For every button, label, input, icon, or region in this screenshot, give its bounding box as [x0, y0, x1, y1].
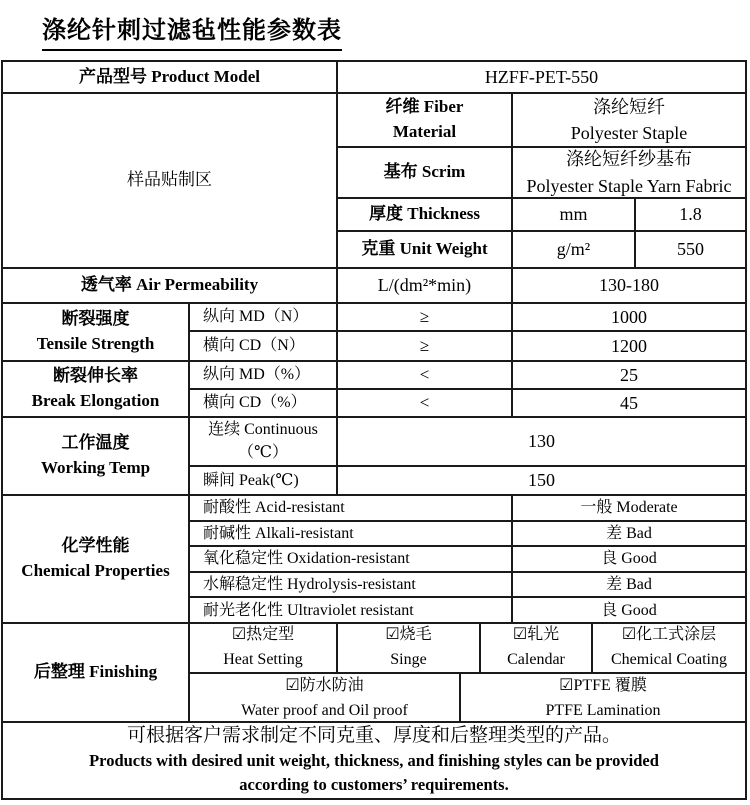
tensile-strength-rows	[190, 304, 745, 360]
finishing-option-calendar: ☑轧光 Calendar	[481, 624, 593, 672]
working-temp-rows	[190, 418, 745, 494]
hydrolysis-resistant-label: 水解稳定性 Hydrolysis-resistant	[190, 573, 513, 597]
oxidation-resistant-label: 氧化稳定性 Oxidation-resistant	[190, 547, 513, 571]
tensile-md-direction: 纵向 MD（N）	[190, 304, 338, 330]
checkbox-checked-icon: ☑	[512, 626, 528, 644]
elongation-cd-direction: 横向 CD（%）	[190, 390, 338, 416]
finishing-row-2	[190, 674, 745, 723]
chemical-rows	[190, 496, 745, 622]
checkbox-checked-icon: ☑	[231, 626, 247, 644]
tensile-cd-direction: 横向 CD（N）	[190, 332, 338, 360]
chemical-properties-label: 化学性能 Chemical Properties	[3, 496, 190, 622]
row-elongation-cd	[190, 390, 745, 416]
alkali-resistant-rating: 差 Bad	[606, 524, 652, 542]
unit-weight-label: 克重 Unit Weight	[338, 232, 513, 267]
finishing-option-waterproof: ☑防水防油 Water proof and Oil proof	[190, 674, 461, 723]
row-product-model	[3, 62, 745, 94]
row-alkali-resistant	[190, 522, 745, 548]
product-model-value: HZFF-PET-550	[484, 66, 599, 87]
hydrolysis-resistant-rating: 差 Bad	[606, 575, 652, 593]
elongation-md-value: 25	[620, 364, 638, 385]
checkbox-checked-icon: ☑	[285, 676, 300, 694]
tensile-strength-label: 断裂强度 Tensile Strength	[3, 304, 190, 360]
peak-temp-label: 瞬间 Peak(℃)	[190, 467, 338, 494]
break-elongation-label: 断裂伸长率 Break Elongation	[3, 362, 190, 416]
air-permeability-value: 130-180	[599, 275, 659, 296]
ultraviolet-resistant-rating: 良 Good	[601, 601, 657, 619]
sample-area-label: 样品贴制区	[3, 94, 338, 267]
row-continuous-temp	[190, 418, 745, 467]
acid-resistant-rating: 一般 Moderate	[580, 499, 678, 517]
finishing-option-ptfe-lamination: ☑PTFE 覆膜 PTFE Lamination	[545, 676, 661, 719]
thickness-label: 厚度 Thickness	[338, 199, 513, 230]
band-sample-area	[3, 94, 745, 269]
row-hydrolysis-resistant	[190, 573, 745, 599]
unit-weight-value: 550	[677, 239, 704, 260]
scrim-label: 基布 Scrim	[338, 148, 513, 197]
acid-resistant-label: 耐酸性 Acid-resistant	[190, 496, 513, 520]
fiber-material-label: 纤维 Fiber Material	[338, 94, 513, 146]
row-elongation-md	[190, 362, 745, 390]
oxidation-resistant-rating: 良 Good	[601, 550, 657, 568]
finishing-option-heat-setting: ☑热定型 Heat Setting	[190, 624, 338, 672]
row-thickness	[338, 199, 745, 232]
tensile-md-value: 1000	[611, 307, 647, 327]
thickness-unit: mm	[513, 199, 636, 230]
row-acid-resistant	[190, 496, 745, 522]
checkbox-checked-icon: ☑	[621, 626, 637, 644]
ultraviolet-resistant-label: 耐光老化性 Ultraviolet resistant	[190, 598, 513, 622]
checkbox-checked-icon: ☑	[385, 626, 400, 644]
band-finishing	[3, 624, 745, 723]
tensile-cd-value: 1200	[611, 336, 647, 356]
row-tensile-cd	[190, 332, 745, 360]
row-tensile-md	[190, 304, 745, 332]
unit-weight-unit: g/m²	[513, 232, 636, 267]
finishing-option-singe: ☑烧毛 Singe	[338, 624, 481, 672]
row-oxidation-resistant	[190, 547, 745, 573]
band-chemical-properties	[3, 496, 745, 624]
page-title: 涤纶针刺过滤毡性能参数表	[42, 10, 342, 51]
working-temp-label: 工作温度 Working Temp	[3, 418, 190, 494]
product-model-label: 产品型号 Product Model	[3, 62, 338, 92]
row-peak-temp	[190, 467, 745, 494]
peak-temp-value: 150	[528, 470, 555, 491]
band-note	[3, 723, 745, 798]
air-permeability-unit: L/(dm²*min)	[338, 269, 513, 302]
break-elongation-rows	[190, 362, 745, 416]
scrim-value: 涤纶短纤纱基布 Polyester Staple Yarn Fabric	[526, 149, 732, 196]
sample-area-rows	[338, 94, 745, 267]
continuous-temp-label: 连续 Continuous （℃）	[190, 418, 338, 465]
thickness-value: 1.8	[679, 204, 702, 225]
tensile-cd-comparator: ≥	[338, 332, 513, 360]
finishing-row-1	[190, 624, 745, 674]
elongation-md-comparator: <	[338, 362, 513, 388]
row-air-permeability	[3, 269, 745, 304]
tensile-md-comparator: ≥	[338, 304, 513, 330]
elongation-md-direction: 纵向 MD（%）	[190, 362, 338, 388]
note-line-en-2: according to customers’ requirements.	[239, 775, 509, 795]
fiber-material-value: 涤纶短纤 Polyester Staple	[570, 96, 688, 143]
air-permeability-label: 透气率 Air Permeability	[3, 269, 338, 302]
note-text	[3, 723, 745, 798]
spec-table	[1, 60, 747, 800]
row-unit-weight	[338, 232, 745, 267]
row-fiber-material	[338, 94, 745, 148]
checkbox-checked-icon: ☑	[559, 676, 574, 694]
elongation-cd-value: 45	[620, 393, 638, 413]
band-break-elongation	[3, 362, 745, 418]
note-line-zh: 可根据客户需求制定不同克重、厚度和后整理类型的产品。	[126, 724, 621, 746]
continuous-temp-value: 130	[528, 431, 555, 452]
finishing-option-chemical-coating: ☑化工式涂层 Chemical Coating	[611, 626, 727, 668]
row-scrim	[338, 148, 745, 199]
alkali-resistant-label: 耐碱性 Alkali-resistant	[190, 522, 513, 546]
elongation-cd-comparator: <	[338, 390, 513, 416]
finishing-rows	[190, 624, 745, 721]
row-ultraviolet-resistant	[190, 598, 745, 622]
band-tensile-strength	[3, 304, 745, 362]
band-working-temp	[3, 418, 745, 496]
finishing-label: 后整理 Finishing	[3, 624, 190, 721]
note-line-en-1: Products with desired unit weight, thickness, and finishing styles can be provided	[89, 750, 659, 770]
